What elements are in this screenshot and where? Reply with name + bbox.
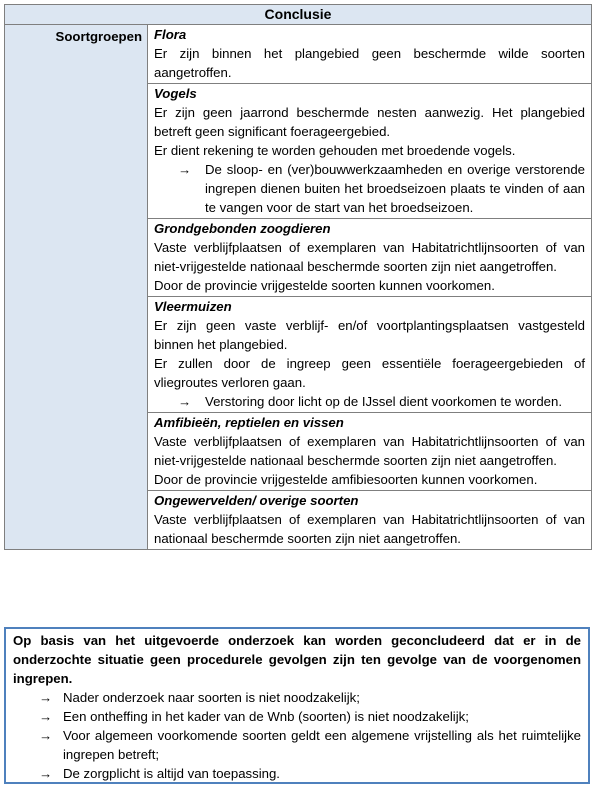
section-paragraph: Er zijn geen vaste verblijf- en/of voortplantingsplaatsen vastgesteld binnen het plangebied. [154,318,585,352]
arrow-right-icon: → [39,728,53,743]
section-paragraph: Er zullen door de ingreep geen essentiële foerageergebieden of vliegroutes verloren gaan. [154,356,585,390]
bullet-text: De sloop- en (ver)bouwwerkzaamheden en overige verstorende ingrepen dienen buiten het broedseizoen plaats te vinden of aan te vangen voor de start van het broedseizoen. [205,162,585,215]
section-title: Vogels [154,86,197,101]
arrow-right-icon: → [39,709,53,724]
species-section [148,297,591,413]
bullet-text: Nader onderzoek naar soorten is niet noodzakelijk; [63,690,360,705]
conclusion-table [4,4,592,550]
conclusion-bullet [13,764,581,783]
section-paragraph: Door de provincie vrijgestelde soorten kunnen voorkomen. [154,278,495,293]
species-section [148,413,591,491]
table-body-row [5,25,591,549]
conclusion-intro: Op basis van het uitgevoerde onderzoek kan worden geconcludeerd dat er in de onderzochte situatie geen procedurele gevolgen zijn ten gevolge van de voorgenomen ingrepen. [13,633,581,686]
conclusion-bullet [13,707,581,726]
section-title: Grondgebonden zoogdieren [154,221,331,236]
arrow-right-icon: → [39,766,53,781]
arrow-right-icon: → [178,394,192,409]
bullet-text: Voor algemeen voorkomende soorten geldt een algemene vrijstelling als het ruimtelijke ingrepen betreft; [63,728,581,762]
section-paragraph: Vaste verblijfplaatsen of exemplaren van Habitatrichtlijnsoorten of van nationaal beschermde soorten zijn niet aangetroffen. [154,512,585,546]
species-section [148,491,591,549]
section-paragraph: Vaste verblijfplaatsen of exemplaren van Habitatrichtlijnsoorten of van niet-vrijgestelde nationaal beschermde soorten zijn niet aangetroffen. [154,240,585,274]
section-paragraph: Er zijn binnen het plangebied geen beschermde wilde soorten aangetroffen. [154,46,585,80]
section-paragraph: Vaste verblijfplaatsen of exemplaren van Habitatrichtlijnsoorten of van niet-vrijgestelde nationaal beschermde soorten zijn niet aangetroffen. [154,434,585,468]
sections-column [148,25,591,549]
species-section [148,84,591,219]
section-paragraph: Door de provincie vrijgestelde amfibiesoorten kunnen voorkomen. [154,472,538,487]
section-bullet [154,392,585,411]
section-title: Amfibieën, reptielen en vissen [154,415,344,430]
arrow-right-icon: → [178,162,192,177]
conclusion-bullet [13,688,581,707]
section-title: Flora [154,27,187,42]
section-title: Vleermuizen [154,299,232,314]
species-section [148,219,591,297]
conclusion-bullet [13,726,581,764]
bullet-text: Een ontheffing in het kader van de Wnb (soorten) is niet noodzakelijk; [63,709,469,724]
section-title: Ongewervelden/ overige soorten [154,493,359,508]
row-label: Soortgroepen [5,25,148,549]
bullet-text: Verstoring door licht op de IJssel dient voorkomen te worden. [205,394,562,409]
section-bullet [154,160,585,217]
bullet-text: De zorgplicht is altijd van toepassing. [63,766,280,781]
arrow-right-icon: → [39,690,53,705]
conclusion-box [4,627,590,784]
section-paragraph: Er dient rekening te worden gehouden met broedende vogels. [154,143,516,158]
section-paragraph: Er zijn geen jaarrond beschermde nesten aanwezig. Het plangebied betreft geen significant foerageergebied. [154,105,585,139]
conclusion-bullet-list [13,688,581,783]
species-section [148,25,591,84]
table-header: Conclusie [5,5,591,25]
